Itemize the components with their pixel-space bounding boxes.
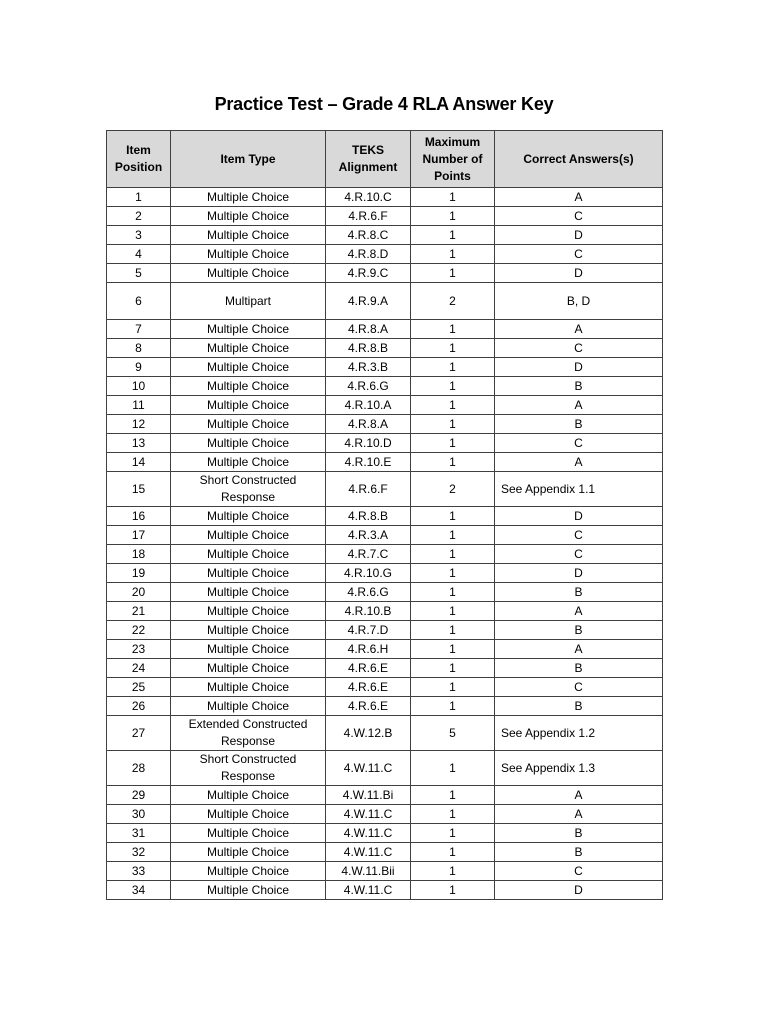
- cell-item-position: 23: [107, 640, 171, 659]
- cell-max-points: 1: [411, 843, 495, 862]
- cell-max-points: 1: [411, 526, 495, 545]
- cell-item-position: 12: [107, 415, 171, 434]
- cell-teks-alignment: 4.R.8.B: [326, 339, 411, 358]
- cell-item-position: 15: [107, 472, 171, 507]
- table-row: [107, 472, 663, 507]
- cell-item-type: Multiple Choice: [171, 564, 326, 583]
- cell-correct-answer: A: [495, 602, 663, 621]
- table-row: [107, 339, 663, 358]
- cell-item-position: 6: [107, 283, 171, 320]
- cell-teks-alignment: 4.R.10.D: [326, 434, 411, 453]
- cell-item-position: 5: [107, 264, 171, 283]
- table-row: [107, 640, 663, 659]
- cell-teks-alignment: 4.R.10.E: [326, 453, 411, 472]
- cell-teks-alignment: 4.W.11.Bii: [326, 862, 411, 881]
- cell-item-position: 28: [107, 751, 171, 786]
- cell-max-points: 1: [411, 507, 495, 526]
- cell-correct-answer: C: [495, 862, 663, 881]
- table-row: [107, 264, 663, 283]
- cell-max-points: 5: [411, 716, 495, 751]
- cell-teks-alignment: 4.R.6.F: [326, 207, 411, 226]
- cell-teks-alignment: 4.R.6.E: [326, 678, 411, 697]
- cell-item-type: Multiple Choice: [171, 264, 326, 283]
- header-correct-answers: Correct Answers(s): [495, 131, 663, 188]
- cell-max-points: 1: [411, 358, 495, 377]
- cell-correct-answer: D: [495, 264, 663, 283]
- cell-item-type: Short Constructed Response: [171, 751, 326, 786]
- cell-max-points: 1: [411, 862, 495, 881]
- table-header-row: [107, 131, 663, 188]
- cell-item-type: Multiple Choice: [171, 862, 326, 881]
- cell-max-points: 1: [411, 453, 495, 472]
- cell-item-type: Multiple Choice: [171, 843, 326, 862]
- cell-item-position: 31: [107, 824, 171, 843]
- cell-item-position: 18: [107, 545, 171, 564]
- cell-item-type: Multiple Choice: [171, 805, 326, 824]
- cell-item-type: Multipart: [171, 283, 326, 320]
- cell-teks-alignment: 4.R.6.F: [326, 472, 411, 507]
- cell-max-points: 1: [411, 320, 495, 339]
- cell-max-points: 1: [411, 564, 495, 583]
- cell-teks-alignment: 4.R.8.D: [326, 245, 411, 264]
- cell-item-type: Multiple Choice: [171, 545, 326, 564]
- cell-max-points: 1: [411, 602, 495, 621]
- table-row: [107, 507, 663, 526]
- table-row: [107, 583, 663, 602]
- cell-teks-alignment: 4.R.10.B: [326, 602, 411, 621]
- cell-correct-answer: D: [495, 564, 663, 583]
- cell-item-type: Multiple Choice: [171, 507, 326, 526]
- cell-item-type: Multiple Choice: [171, 621, 326, 640]
- table-row: [107, 786, 663, 805]
- cell-correct-answer: B: [495, 659, 663, 678]
- cell-item-position: 29: [107, 786, 171, 805]
- cell-item-position: 32: [107, 843, 171, 862]
- table-row: [107, 415, 663, 434]
- cell-item-type: Multiple Choice: [171, 207, 326, 226]
- cell-correct-answer: A: [495, 805, 663, 824]
- table-row: [107, 805, 663, 824]
- cell-item-type: Multiple Choice: [171, 526, 326, 545]
- header-max-points: Maximum Number of Points: [411, 131, 495, 188]
- cell-item-type: Multiple Choice: [171, 377, 326, 396]
- cell-item-type: Multiple Choice: [171, 697, 326, 716]
- cell-item-position: 11: [107, 396, 171, 415]
- table-row: [107, 881, 663, 900]
- cell-max-points: 1: [411, 640, 495, 659]
- cell-max-points: 1: [411, 434, 495, 453]
- table-row: [107, 526, 663, 545]
- table-row: [107, 283, 663, 320]
- cell-max-points: 1: [411, 824, 495, 843]
- cell-teks-alignment: 4.R.3.B: [326, 358, 411, 377]
- cell-correct-answer: B: [495, 377, 663, 396]
- cell-item-type: Multiple Choice: [171, 640, 326, 659]
- cell-teks-alignment: 4.W.11.Bi: [326, 786, 411, 805]
- table-row: [107, 245, 663, 264]
- cell-max-points: 1: [411, 264, 495, 283]
- header-teks-alignment: TEKS Alignment: [326, 131, 411, 188]
- cell-teks-alignment: 4.R.9.A: [326, 283, 411, 320]
- cell-teks-alignment: 4.R.6.G: [326, 377, 411, 396]
- table-row: [107, 621, 663, 640]
- cell-teks-alignment: 4.R.8.A: [326, 320, 411, 339]
- cell-max-points: 1: [411, 188, 495, 207]
- cell-teks-alignment: 4.R.6.G: [326, 583, 411, 602]
- cell-correct-answer: C: [495, 526, 663, 545]
- cell-max-points: 1: [411, 678, 495, 697]
- cell-correct-answer: B: [495, 621, 663, 640]
- table-row: [107, 358, 663, 377]
- table-row: [107, 751, 663, 786]
- header-item-type: Item Type: [171, 131, 326, 188]
- cell-item-position: 4: [107, 245, 171, 264]
- cell-correct-answer: A: [495, 188, 663, 207]
- cell-correct-answer: See Appendix 1.1: [495, 472, 663, 507]
- answer-key-table: [106, 130, 663, 900]
- table-row: [107, 188, 663, 207]
- cell-teks-alignment: 4.W.11.C: [326, 824, 411, 843]
- table-row: [107, 564, 663, 583]
- cell-item-type: Multiple Choice: [171, 245, 326, 264]
- cell-teks-alignment: 4.R.7.C: [326, 545, 411, 564]
- cell-item-type: Multiple Choice: [171, 358, 326, 377]
- cell-teks-alignment: 4.R.8.B: [326, 507, 411, 526]
- table-row: [107, 678, 663, 697]
- cell-item-type: Multiple Choice: [171, 339, 326, 358]
- cell-correct-answer: B: [495, 843, 663, 862]
- cell-max-points: 1: [411, 377, 495, 396]
- cell-teks-alignment: 4.R.6.E: [326, 659, 411, 678]
- page-title: Practice Test – Grade 4 RLA Answer Key: [214, 94, 554, 114]
- cell-teks-alignment: 4.R.8.C: [326, 226, 411, 245]
- cell-teks-alignment: 4.R.8.A: [326, 415, 411, 434]
- cell-correct-answer: D: [495, 881, 663, 900]
- cell-correct-answer: D: [495, 358, 663, 377]
- cell-correct-answer: A: [495, 396, 663, 415]
- cell-teks-alignment: 4.W.11.C: [326, 843, 411, 862]
- cell-correct-answer: B: [495, 824, 663, 843]
- cell-item-position: 22: [107, 621, 171, 640]
- cell-item-position: 2: [107, 207, 171, 226]
- cell-max-points: 1: [411, 805, 495, 824]
- table-row: [107, 545, 663, 564]
- table-row: [107, 659, 663, 678]
- cell-max-points: 1: [411, 751, 495, 786]
- cell-item-type: Multiple Choice: [171, 659, 326, 678]
- cell-item-position: 21: [107, 602, 171, 621]
- cell-item-position: 14: [107, 453, 171, 472]
- header-item-position: Item Position: [107, 131, 171, 188]
- cell-item-type: Multiple Choice: [171, 786, 326, 805]
- cell-item-position: 19: [107, 564, 171, 583]
- cell-teks-alignment: 4.R.9.C: [326, 264, 411, 283]
- table-row: [107, 434, 663, 453]
- table-row: [107, 716, 663, 751]
- cell-correct-answer: See Appendix 1.2: [495, 716, 663, 751]
- cell-item-position: 24: [107, 659, 171, 678]
- cell-item-position: 26: [107, 697, 171, 716]
- cell-max-points: 1: [411, 697, 495, 716]
- cell-item-type: Multiple Choice: [171, 396, 326, 415]
- cell-item-type: Multiple Choice: [171, 824, 326, 843]
- cell-max-points: 1: [411, 339, 495, 358]
- cell-item-type: Multiple Choice: [171, 583, 326, 602]
- cell-max-points: 2: [411, 472, 495, 507]
- cell-teks-alignment: 4.W.11.C: [326, 805, 411, 824]
- cell-max-points: 1: [411, 583, 495, 602]
- cell-item-position: 1: [107, 188, 171, 207]
- cell-correct-answer: B, D: [495, 283, 663, 320]
- cell-correct-answer: C: [495, 678, 663, 697]
- table-row: [107, 320, 663, 339]
- cell-correct-answer: D: [495, 226, 663, 245]
- cell-item-position: 9: [107, 358, 171, 377]
- cell-teks-alignment: 4.W.12.B: [326, 716, 411, 751]
- cell-max-points: 1: [411, 659, 495, 678]
- cell-correct-answer: C: [495, 545, 663, 564]
- table-row: [107, 602, 663, 621]
- table-row: [107, 377, 663, 396]
- cell-teks-alignment: 4.R.7.D: [326, 621, 411, 640]
- cell-correct-answer: D: [495, 507, 663, 526]
- cell-correct-answer: See Appendix 1.3: [495, 751, 663, 786]
- cell-correct-answer: A: [495, 320, 663, 339]
- table-row: [107, 697, 663, 716]
- cell-item-type: Short Constructed Response: [171, 472, 326, 507]
- cell-item-type: Multiple Choice: [171, 415, 326, 434]
- cell-correct-answer: A: [495, 640, 663, 659]
- cell-correct-answer: A: [495, 786, 663, 805]
- cell-teks-alignment: 4.R.10.C: [326, 188, 411, 207]
- cell-item-position: 27: [107, 716, 171, 751]
- cell-max-points: 1: [411, 226, 495, 245]
- cell-teks-alignment: 4.R.10.A: [326, 396, 411, 415]
- cell-correct-answer: B: [495, 583, 663, 602]
- cell-max-points: 1: [411, 621, 495, 640]
- cell-item-type: Multiple Choice: [171, 453, 326, 472]
- cell-teks-alignment: 4.W.11.C: [326, 881, 411, 900]
- cell-item-position: 30: [107, 805, 171, 824]
- cell-item-type: Multiple Choice: [171, 320, 326, 339]
- cell-teks-alignment: 4.W.11.C: [326, 751, 411, 786]
- cell-item-type: Multiple Choice: [171, 602, 326, 621]
- cell-item-position: 17: [107, 526, 171, 545]
- cell-teks-alignment: 4.R.3.A: [326, 526, 411, 545]
- cell-item-type: Multiple Choice: [171, 188, 326, 207]
- cell-item-position: 20: [107, 583, 171, 602]
- cell-max-points: 2: [411, 283, 495, 320]
- cell-item-type: Multiple Choice: [171, 226, 326, 245]
- cell-item-position: 13: [107, 434, 171, 453]
- table-row: [107, 843, 663, 862]
- table-row: [107, 862, 663, 881]
- cell-item-position: 33: [107, 862, 171, 881]
- cell-correct-answer: C: [495, 245, 663, 264]
- cell-correct-answer: C: [495, 434, 663, 453]
- cell-item-type: Multiple Choice: [171, 434, 326, 453]
- cell-correct-answer: A: [495, 453, 663, 472]
- cell-max-points: 1: [411, 207, 495, 226]
- cell-item-position: 10: [107, 377, 171, 396]
- cell-item-position: 8: [107, 339, 171, 358]
- table-row: [107, 824, 663, 843]
- cell-item-position: 34: [107, 881, 171, 900]
- cell-max-points: 1: [411, 545, 495, 564]
- cell-max-points: 1: [411, 245, 495, 264]
- table-row: [107, 453, 663, 472]
- cell-correct-answer: C: [495, 207, 663, 226]
- cell-teks-alignment: 4.R.6.E: [326, 697, 411, 716]
- cell-item-position: 3: [107, 226, 171, 245]
- table-row: [107, 396, 663, 415]
- cell-item-type: Extended Constructed Response: [171, 716, 326, 751]
- cell-item-position: 16: [107, 507, 171, 526]
- table-row: [107, 226, 663, 245]
- cell-correct-answer: C: [495, 339, 663, 358]
- table-row: [107, 207, 663, 226]
- cell-correct-answer: B: [495, 415, 663, 434]
- cell-correct-answer: B: [495, 697, 663, 716]
- cell-item-type: Multiple Choice: [171, 881, 326, 900]
- cell-teks-alignment: 4.R.10.G: [326, 564, 411, 583]
- cell-item-position: 25: [107, 678, 171, 697]
- cell-item-position: 7: [107, 320, 171, 339]
- cell-max-points: 1: [411, 786, 495, 805]
- cell-item-type: Multiple Choice: [171, 678, 326, 697]
- cell-max-points: 1: [411, 415, 495, 434]
- cell-teks-alignment: 4.R.6.H: [326, 640, 411, 659]
- cell-max-points: 1: [411, 881, 495, 900]
- cell-max-points: 1: [411, 396, 495, 415]
